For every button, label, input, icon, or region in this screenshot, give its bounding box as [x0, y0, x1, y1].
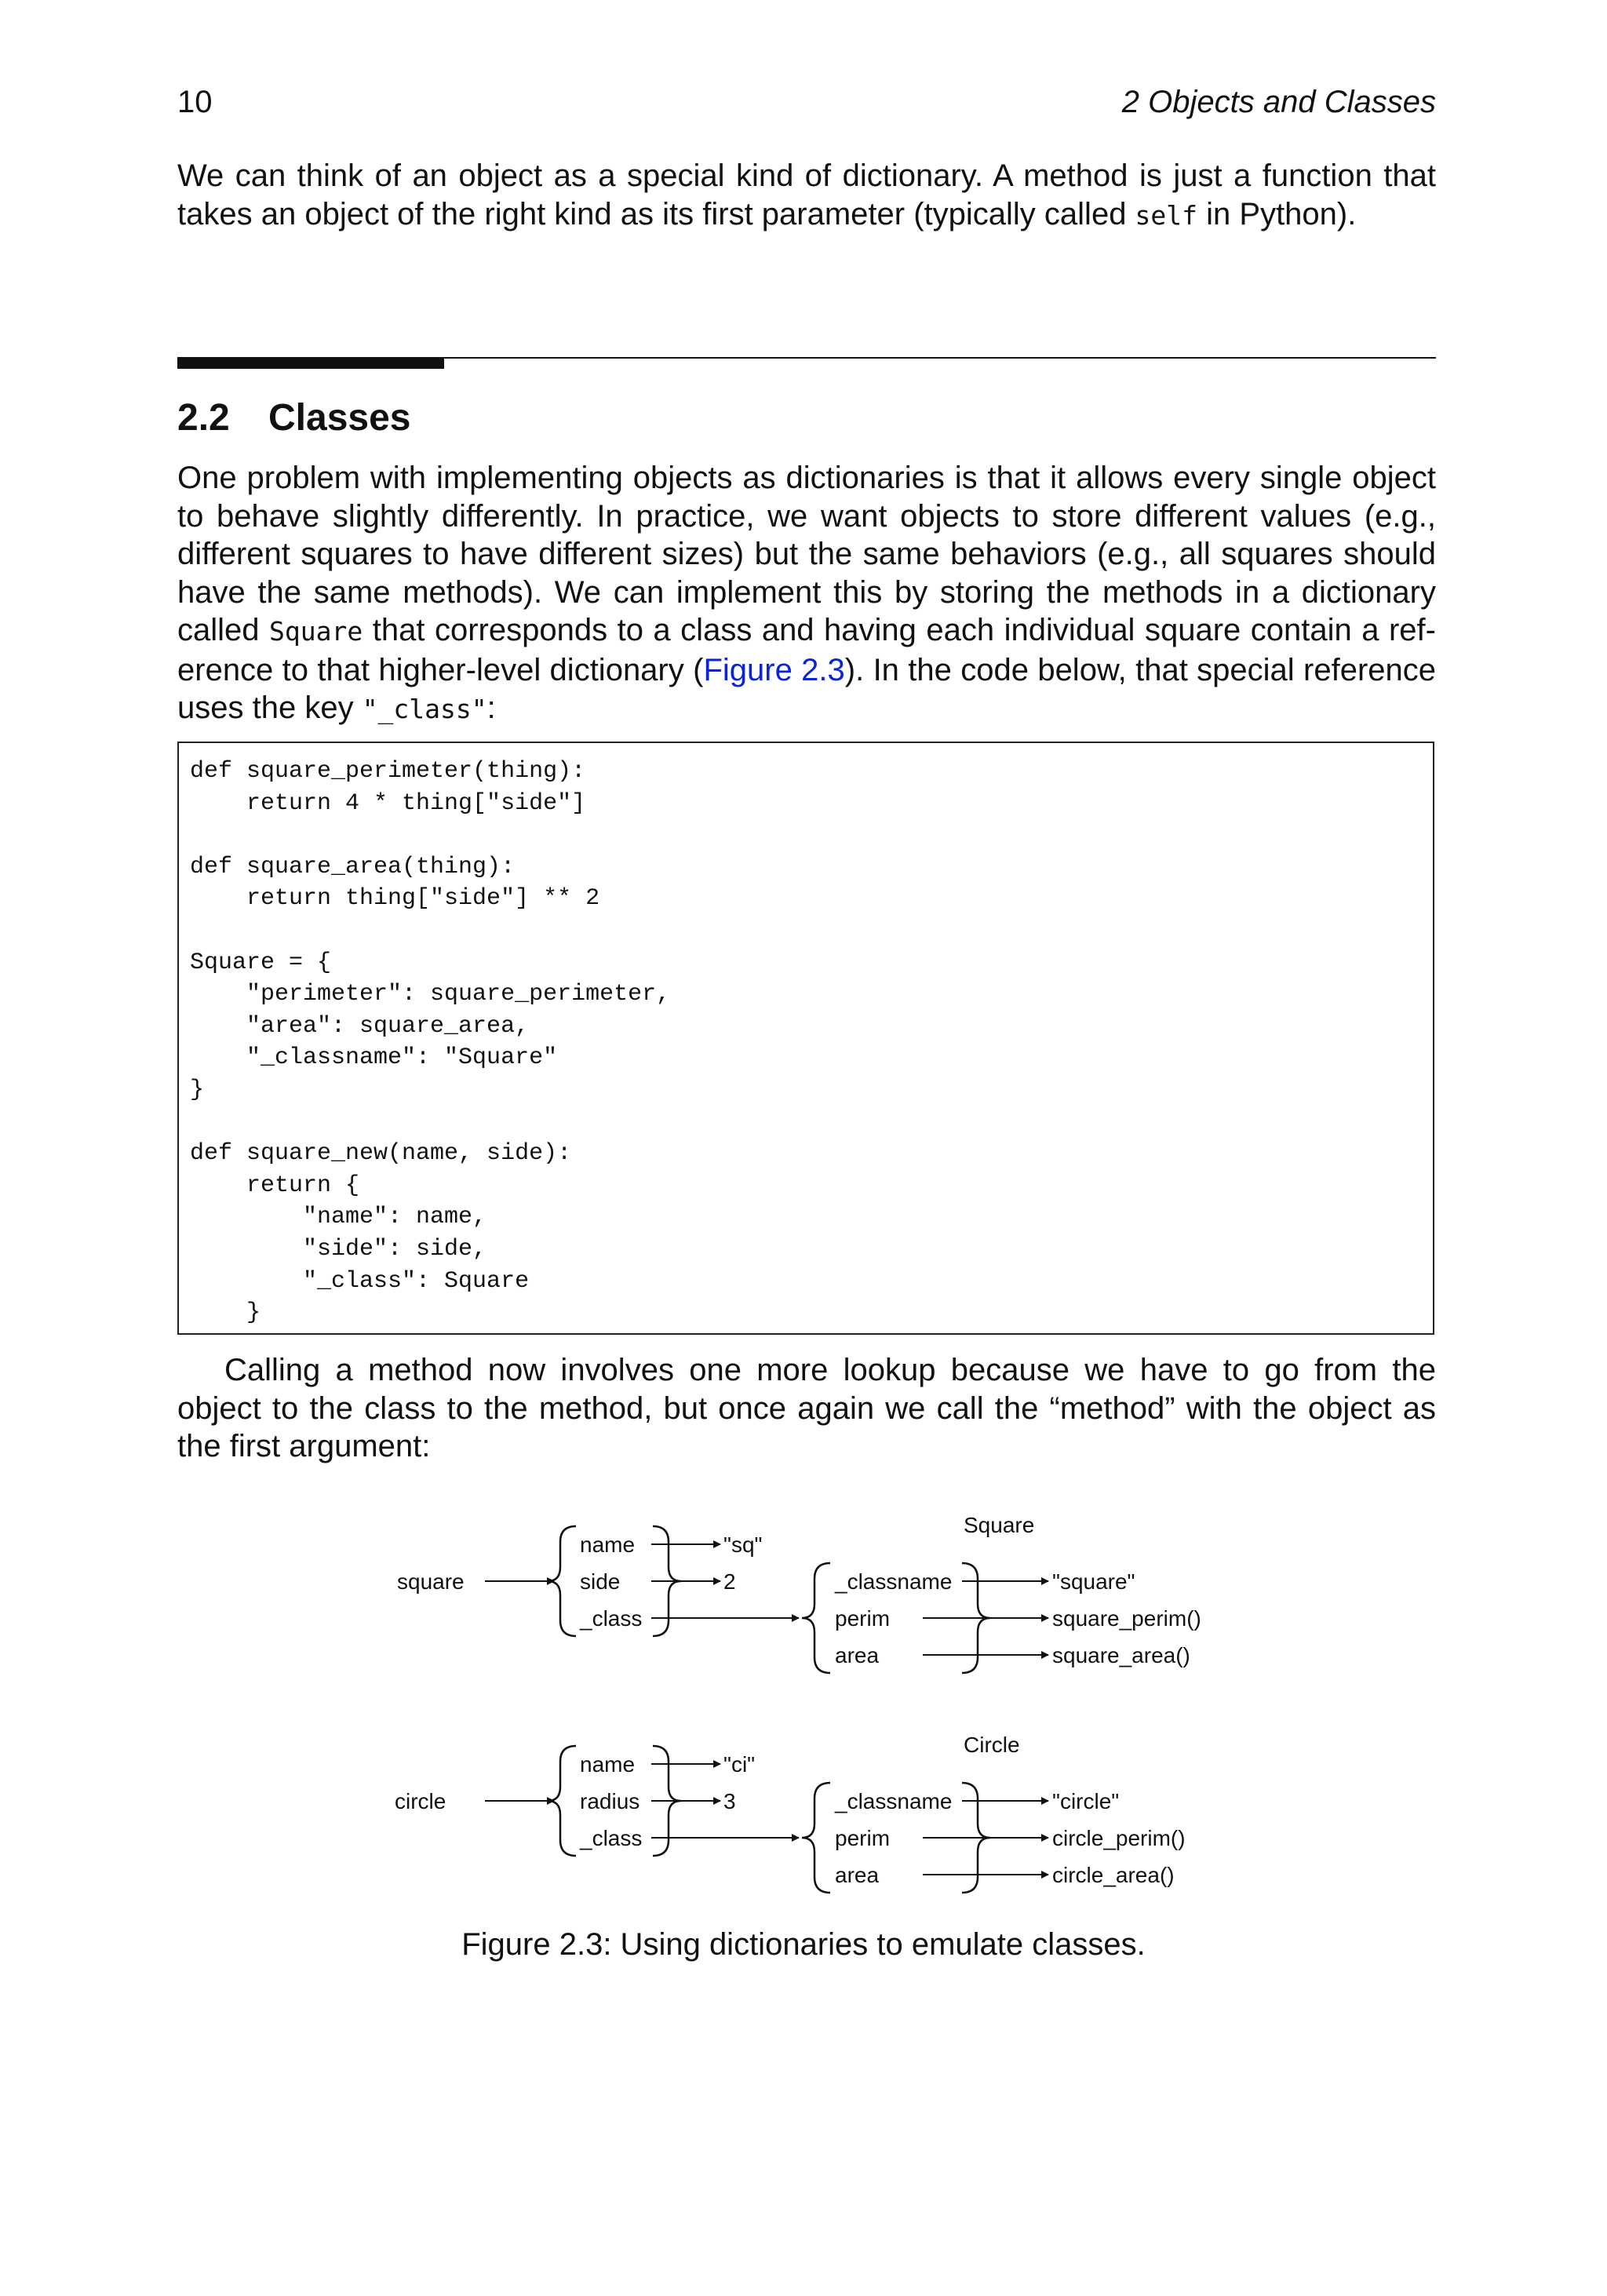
field-name: name [580, 1752, 636, 1777]
section-title: Classes [268, 397, 411, 439]
field-class: _class [580, 1606, 643, 1631]
object-label: square [397, 1569, 465, 1594]
figure-caption: Figure 2.3: Using dictionaries to emulate classes. [461, 1927, 1146, 1962]
inline-code-class-key: "_class" [362, 694, 487, 724]
class-title: Circle [964, 1733, 1020, 1757]
inline-code-self: self [1135, 199, 1198, 231]
field-class: _class [580, 1826, 643, 1850]
value-radius: 3 [723, 1789, 736, 1813]
intro-paragraph: We can think of an object as a special kind of dictionary. A method is just a function that takes an object of the right kind as its first parameter (typically called self in Python). [177, 159, 1436, 231]
object-label: circle [395, 1789, 446, 1813]
class-value-area: circle_area() [1052, 1863, 1175, 1887]
page-number: 10 [177, 85, 213, 119]
diagram-square [397, 1513, 1201, 1673]
class-value-classname: "square" [1052, 1569, 1135, 1594]
class-title: Square [964, 1513, 1035, 1537]
class-key-area: area [835, 1643, 880, 1667]
object-brace [548, 1746, 576, 1856]
class-value-area: square_area() [1052, 1643, 1190, 1667]
class-key-perim: perim [835, 1606, 891, 1631]
class-brace [802, 1563, 830, 1673]
value-name: "ci" [723, 1752, 756, 1777]
value-side: 2 [723, 1569, 736, 1594]
object-brace [548, 1526, 576, 1636]
class-brace [802, 1783, 830, 1893]
code-listing-text: def square_perimeter(thing): return 4 * thing["side"] def square_area(thing): return thing["side"] ** 2 Square = { "perimeter": square_perimeter, "area": square_area, "_classname": "Square" } def square_new(name, side): return { "name": name, "side": side, "_class": Square } [190, 758, 671, 1327]
inline-code-square: Square [269, 616, 363, 647]
field-radius: radius [580, 1789, 640, 1813]
class-value-perim: square_perim() [1052, 1606, 1201, 1631]
value-name: "sq" [723, 1532, 763, 1557]
diagram-circle [395, 1733, 1186, 1893]
class-key-classname: _classname [835, 1789, 953, 1813]
body-paragraph-2: Calling a method now involves one more lookup because we have to go from the object to the class to the method, but once again we call the “method” with the object as the first argument: [177, 1353, 1436, 1463]
chapter-title: 2 Objects and Classes [1121, 85, 1436, 119]
section-number: 2.2 [177, 397, 230, 439]
field-name: name [580, 1532, 636, 1557]
class-key-classname: _classname [835, 1569, 953, 1594]
class-key-perim: perim [835, 1826, 891, 1850]
class-value-classname: "circle" [1052, 1789, 1120, 1813]
class-key-area: area [835, 1863, 880, 1887]
body-paragraph-1: One problem with implementing objects as dictionaries is that it allows every single object to behave slightly differently. In practice, we want objects to store different values (e.g., different squares to have different sizes) but the same behaviors (e.g., all squares should have the same methods). We can implement this by storing the methods in a dictionary called Square that corresponds to a class and having each individual square contain a ref-erence to that higher-level dictionary (Figure 2.3). In the code below, that special reference uses the key "_class": [177, 461, 1437, 725]
field-side: side [580, 1569, 621, 1594]
class-value-perim: circle_perim() [1052, 1826, 1186, 1850]
figure-link[interactable]: Figure 2.3 [703, 652, 845, 687]
